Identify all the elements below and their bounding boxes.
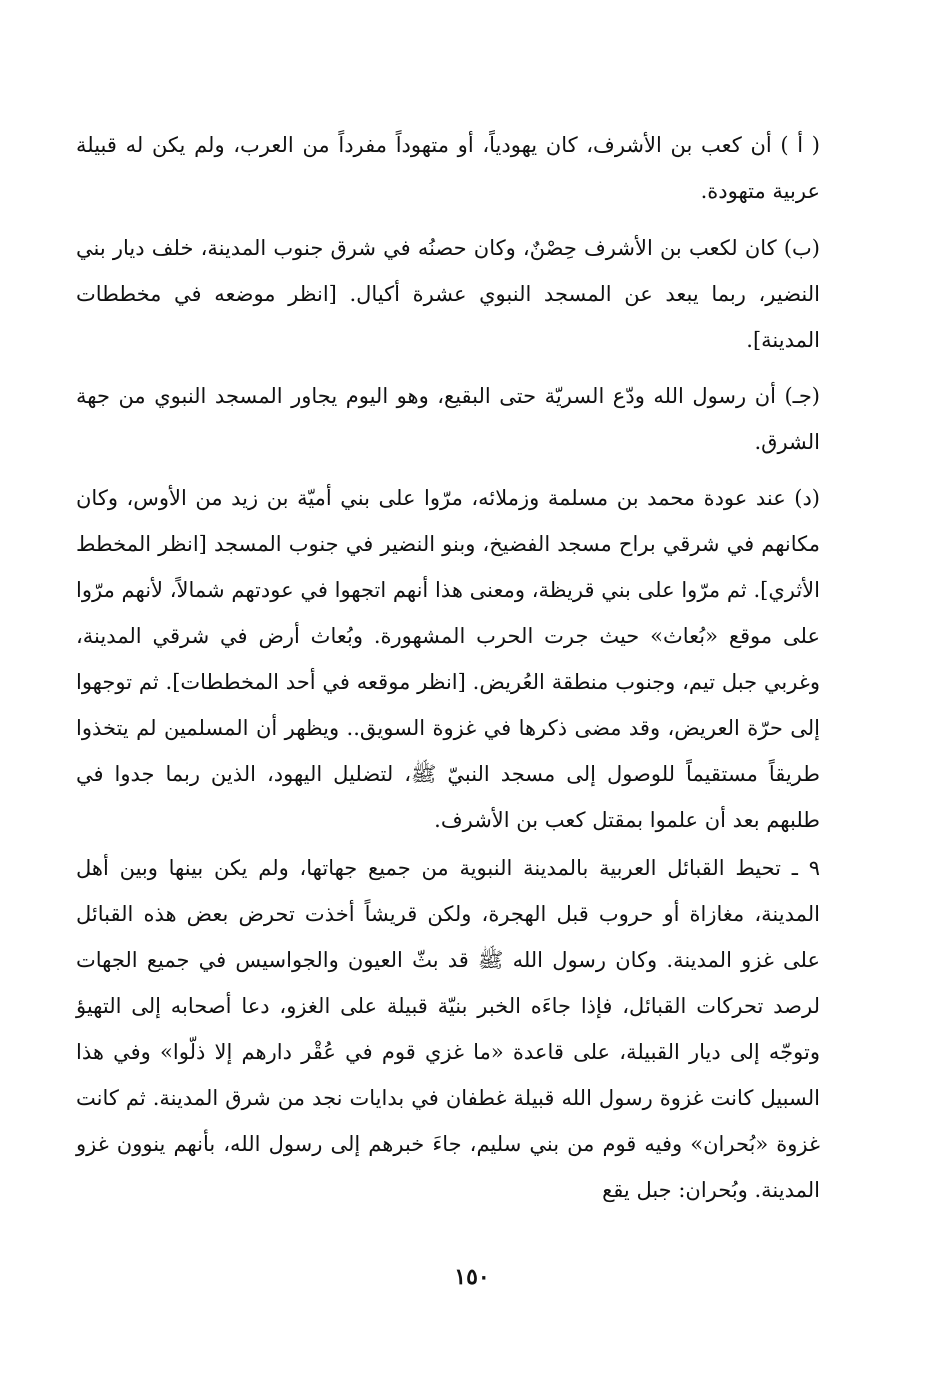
page-body — [76, 122, 820, 1213]
paragraph-spacer — [76, 363, 820, 373]
paragraph-spacer — [76, 465, 820, 475]
paragraph-9: ٩ ـ تحيط القبائل العربية بالمدينة النبوية من جميع جهاتها، ولم يكن بينها وبين أهل المدينة، مغازاة أو حروب قبل الهجرة، ولكن قريشاً أخذت تحرض بعض هذه القبائل على غزو المدينة. وكان رسول الله ﷺ قد بثّ العيون والجواسيس في جميع الجهات لرصد تحركات القبائل، فإذا جاءَه الخبر بنيّة قبيلة على الغزو، دعا أصحابه إلى التهيؤ وتوجّه إلى ديار القبيلة، على قاعدة «ما غزي قوم في عُقْر دارهم إلا ذلّوا» وفي هذا السبيل كانت غزوة رسول الله قبيلة غطفان في بدايات نجد من شرق المدينة. ثم كانت غزوة «بُحران» وفيه قوم من بني سليم، جاءَ خبرهم إلى رسول الله، بأنهم ينوون غزو المدينة. وبُحران: جبل يقع — [76, 856, 820, 1202]
paragraph-c: (جـ) أن رسول الله ودّع السريّة حتى البقيع، وهو اليوم يجاور المسجد النبوي من جهة الشرق. — [76, 384, 820, 454]
paragraph-d: (د) عند عودة محمد بن مسلمة وزملائه، مرّوا على بني أميّة بن زيد من الأوس، وكان مكانهم في شرقي براح مسجد الفضيخ، وبنو النضير في جنوب المسجد [انظر المخطط الأثري]. ثم مرّوا على بني قريظة، ومعنى هذا أنهم اتجهوا في عودتهم شمالاً، لأنهم مرّوا على موقع «بُعاث» حيث جرت الحرب المشهورة. وبُعاث أرض في شرقي المدينة، وغربي جبل تيم، وجنوب منطقة العُريض. [انظر موقعه في أحد المخططات]. ثم توجهوا إلى حرّة العريض، وقد مضى ذكرها في غزوة السويق.. ويظهر أن المسلمين لم يتخذوا طريقاً مستقيماً للوصول إلى مسجد النبيّ ﷺ، لتضليل اليهود، الذين ربما جدوا في طلبهم بعد أن علموا بمقتل كعب بن الأشرف. — [76, 486, 820, 832]
page-number: ١٥٠ — [454, 1264, 490, 1290]
paragraph-spacer — [76, 214, 820, 225]
paragraph-b: (ب) كان لكعب بن الأشرف حِصْنٌ، وكان حصنُه في شرق جنوب المدينة، خلف ديار بني النضير، ربما يبعد عن المسجد النبوي عشرة أكيال. [انظر موضعه في مخططات المدينة]. — [76, 236, 820, 352]
paragraph-a: ( أ ) أن كعب بن الأشرف، كان يهودياً، أو متهوداً مفرداً من العرب، ولم يكن له قبيلة عربية متهودة. — [76, 133, 820, 203]
